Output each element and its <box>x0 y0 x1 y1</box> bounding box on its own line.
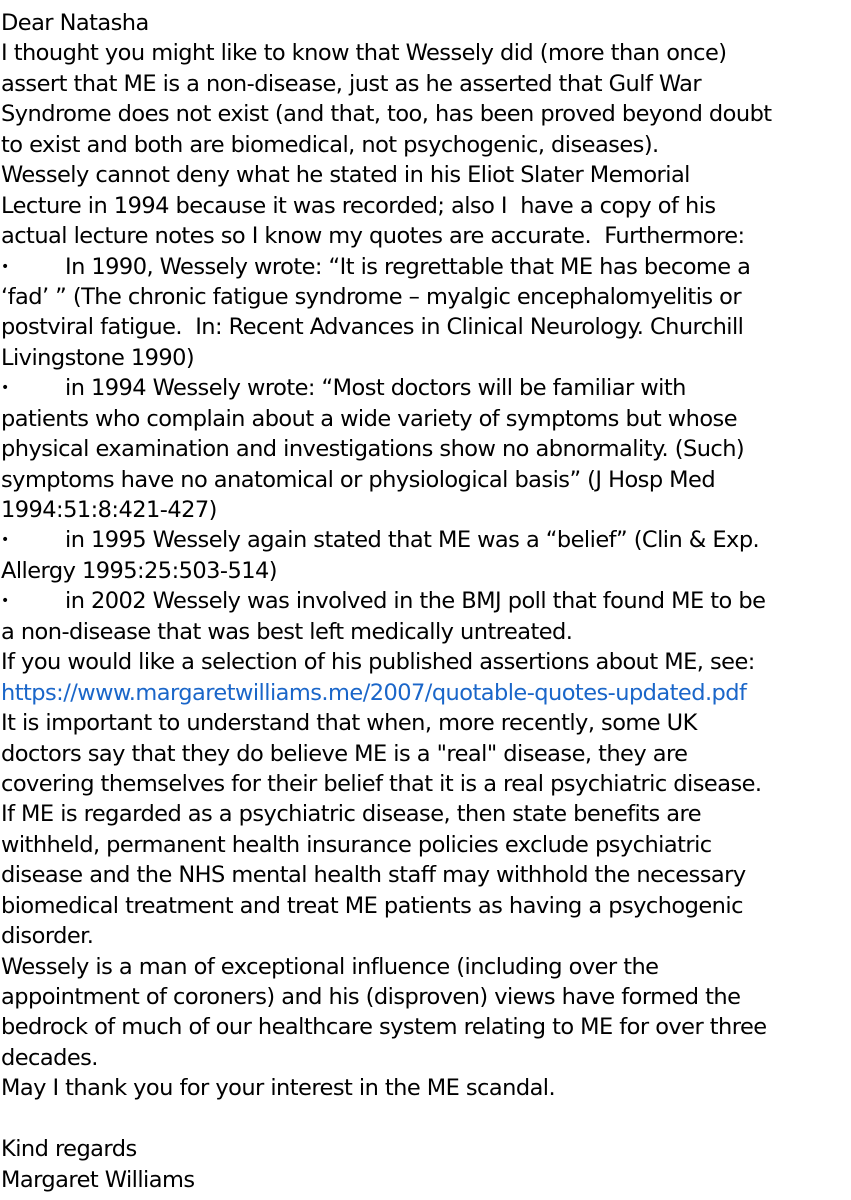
bullet-continuation: a non-disease that was best left medically untreated. <box>1 618 573 645</box>
closing-line: doctors say that they do believe ME is a "real" disease, they are <box>1 740 688 767</box>
closing-line: bedrock of much of our healthcare system relating to ME for over three <box>1 1014 767 1041</box>
bullet-continuation: Livingstone 1990) <box>1 344 195 371</box>
closing-line: It is important to understand that when, more recently, some UK <box>1 710 697 737</box>
bullet-continuation: symptoms have no anatomical or physiological basis” (J Hosp Med <box>1 466 716 493</box>
body-line: to exist and both are biomedical, not psychogenic, diseases). <box>1 131 659 158</box>
body-line: assert that ME is a non-disease, just as he asserted that Gulf War <box>1 70 702 97</box>
closing-line: disorder. <box>1 923 94 950</box>
closing-line: appointment of coroners) and his (disproven) views have formed the <box>1 984 741 1010</box>
closing-line: decades. <box>1 1044 98 1071</box>
bullet-icon: • <box>1 258 9 275</box>
body-line: Wessely cannot deny what he stated in his Eliot Slater Memorial <box>1 162 690 189</box>
bullet-continuation: 1994:51:8:421-427) <box>1 497 217 523</box>
bullet-item-2002 <box>1 586 851 616</box>
bullet-item-1995 <box>1 525 851 555</box>
bullet-icon: • <box>1 380 9 397</box>
bullet-text: in 1995 Wessely again stated that ME was a “belief” (Clin & Exp. <box>65 527 760 554</box>
closing-line: withheld, permanent health insurance policies exclude psychiatric <box>1 831 712 858</box>
quotes-pdf-link[interactable]: https://www.margaretwilliams.me/2007/quotable-quotes-updated.pdf <box>1 679 747 706</box>
signature-name: Margaret Williams <box>1 1166 195 1193</box>
bullet-continuation: ‘fad’ ” (The chronic fatigue syndrome – myalgic encephalomyelitis or <box>1 283 742 310</box>
closing-line: covering themselves for their belief that it is a real psychiatric disease. <box>1 770 762 797</box>
body-line: actual lecture notes so I know my quotes are accurate. Furthermore: <box>1 223 745 250</box>
bullet-item-1994 <box>1 373 851 403</box>
bullet-continuation: postviral fatigue. In: Recent Advances in Clinical Neurology. Churchill <box>1 314 744 341</box>
closing-line: Wessely is a man of exceptional influence (including over the <box>1 953 659 980</box>
bullet-continuation: patients who complain about a wide variety of symptoms but whose <box>1 405 738 432</box>
closing-line: biomedical treatment and treat ME patients as having a psychogenic <box>1 892 743 919</box>
sign-off: Kind regards <box>1 1136 137 1163</box>
bullet-item-1990 <box>1 252 851 282</box>
bullet-icon: • <box>1 532 9 549</box>
greeting: Dear Natasha <box>1 10 149 36</box>
closing-line: May I thank you for your interest in the ME scandal. <box>1 1075 556 1102</box>
bullet-icon: • <box>1 593 9 610</box>
closing-line: If ME is regarded as a psychiatric disease, then state benefits are <box>1 801 702 828</box>
bullet-text: in 1994 Wessely wrote: “Most doctors will be familiar with <box>65 375 686 402</box>
closing-line: disease and the NHS mental health staff may withhold the necessary <box>1 862 746 889</box>
selection-line: If you would like a selection of his published assertions about ME, see: <box>1 649 755 676</box>
bullet-text: In 1990, Wessely wrote: “It is regrettable that ME has become a <box>65 253 751 280</box>
body-line: I thought you might like to know that Wessely did (more than once) <box>1 40 727 67</box>
body-line: Lecture in 1994 because it was recorded; also I have a copy of his <box>1 192 716 219</box>
bullet-continuation: physical examination and investigations show no abnormality. (Such) <box>1 436 745 463</box>
blank-line <box>1 1104 851 1134</box>
body-line: Syndrome does not exist (and that, too, has been proved beyond doubt <box>1 101 772 128</box>
bullet-continuation: Allergy 1995:25:503-514) <box>1 557 277 584</box>
bullet-text: in 2002 Wessely was involved in the BMJ poll that found ME to be <box>65 588 766 615</box>
